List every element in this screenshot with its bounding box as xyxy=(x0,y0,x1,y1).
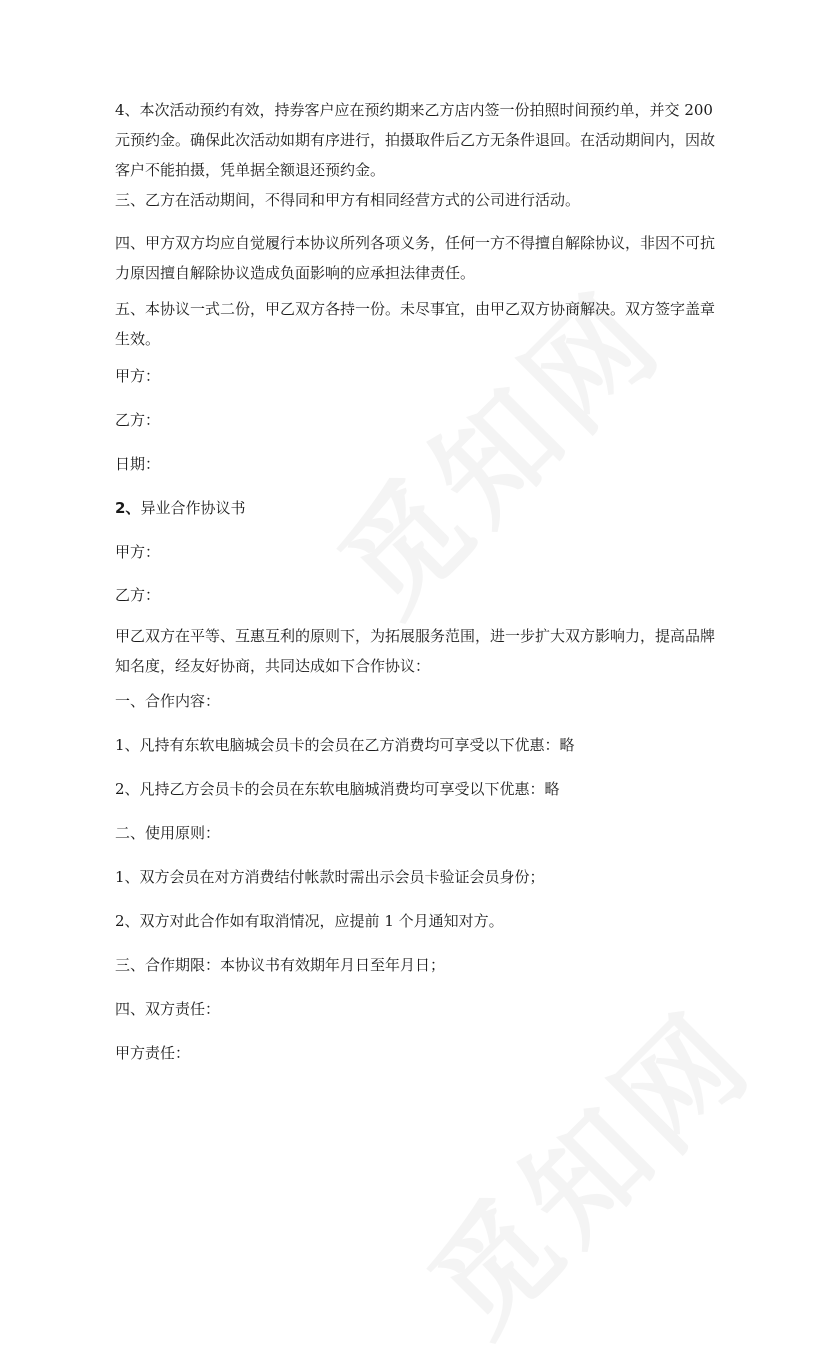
preamble: 甲乙双方在平等、互惠互利的原则下，为拓展服务范围，进一步扩大双方影响力，提高品牌知名度，经友好协商，共同达成如下合作协议： xyxy=(115,627,716,675)
clause-4: 4、本次活动预约有效，持券客户应在预约期来乙方店内签一份拍照时间预约单，并交 200 元预约金。确保此次活动如期有序进行，拍摄取件后乙方无条件退回。在活动期间内，因故客户不能拍摄，凭单据全额退还预约金。 xyxy=(115,101,718,179)
clause-three: 三、乙方在活动期间，不得同和甲方有相同经营方式的公司进行活动。 xyxy=(115,191,581,209)
content-item-2: 2、凡持乙方会员卡的会员在东软电脑城消费均可享受以下优惠：略 xyxy=(115,780,560,798)
principle-item-1: 1、双方会员在对方消费结付帐款时需出示会员卡验证会员身份； xyxy=(115,868,545,886)
party-b-signature: 乙方： xyxy=(115,411,161,429)
principle-item-2: 2、双方对此合作如有取消情况，应提前 1 个月通知对方。 xyxy=(115,912,504,930)
watermark xyxy=(386,967,783,1364)
section-title: 异业合作协议书 xyxy=(140,499,246,517)
usage-principles-heading: 二、使用原则： xyxy=(115,824,221,842)
cooperation-content-heading: 一、合作内容： xyxy=(115,692,221,710)
date-line: 日期： xyxy=(115,455,161,473)
clause-five: 五、本协议一式二份，甲乙双方各持一份。未尽事宜，由甲乙双方协商解决。双方签字盖章生效。 xyxy=(115,300,716,348)
clause-four: 四、甲方双方均应自觉履行本协议所列各项义务，任何一方不得擅自解除协议，非因不可抗力原因擅自解除协议造成负面影响的应承担法律责任。 xyxy=(115,234,716,282)
cooperation-term: 三、合作期限：本协议书有效期年月日至年月日； xyxy=(115,956,446,974)
party-a: 甲方： xyxy=(115,543,161,561)
section-number: 2、 xyxy=(115,499,141,517)
party-a-signature: 甲方： xyxy=(115,367,161,385)
party-a-responsibilities: 甲方责任： xyxy=(115,1044,191,1062)
section-heading xyxy=(115,493,715,523)
content-item-1: 1、凡持有东软电脑城会员卡的会员在乙方消费均可享受以下优惠：略 xyxy=(115,736,575,754)
responsibilities-heading: 四、双方责任： xyxy=(115,1000,221,1018)
party-b: 乙方： xyxy=(115,586,161,604)
